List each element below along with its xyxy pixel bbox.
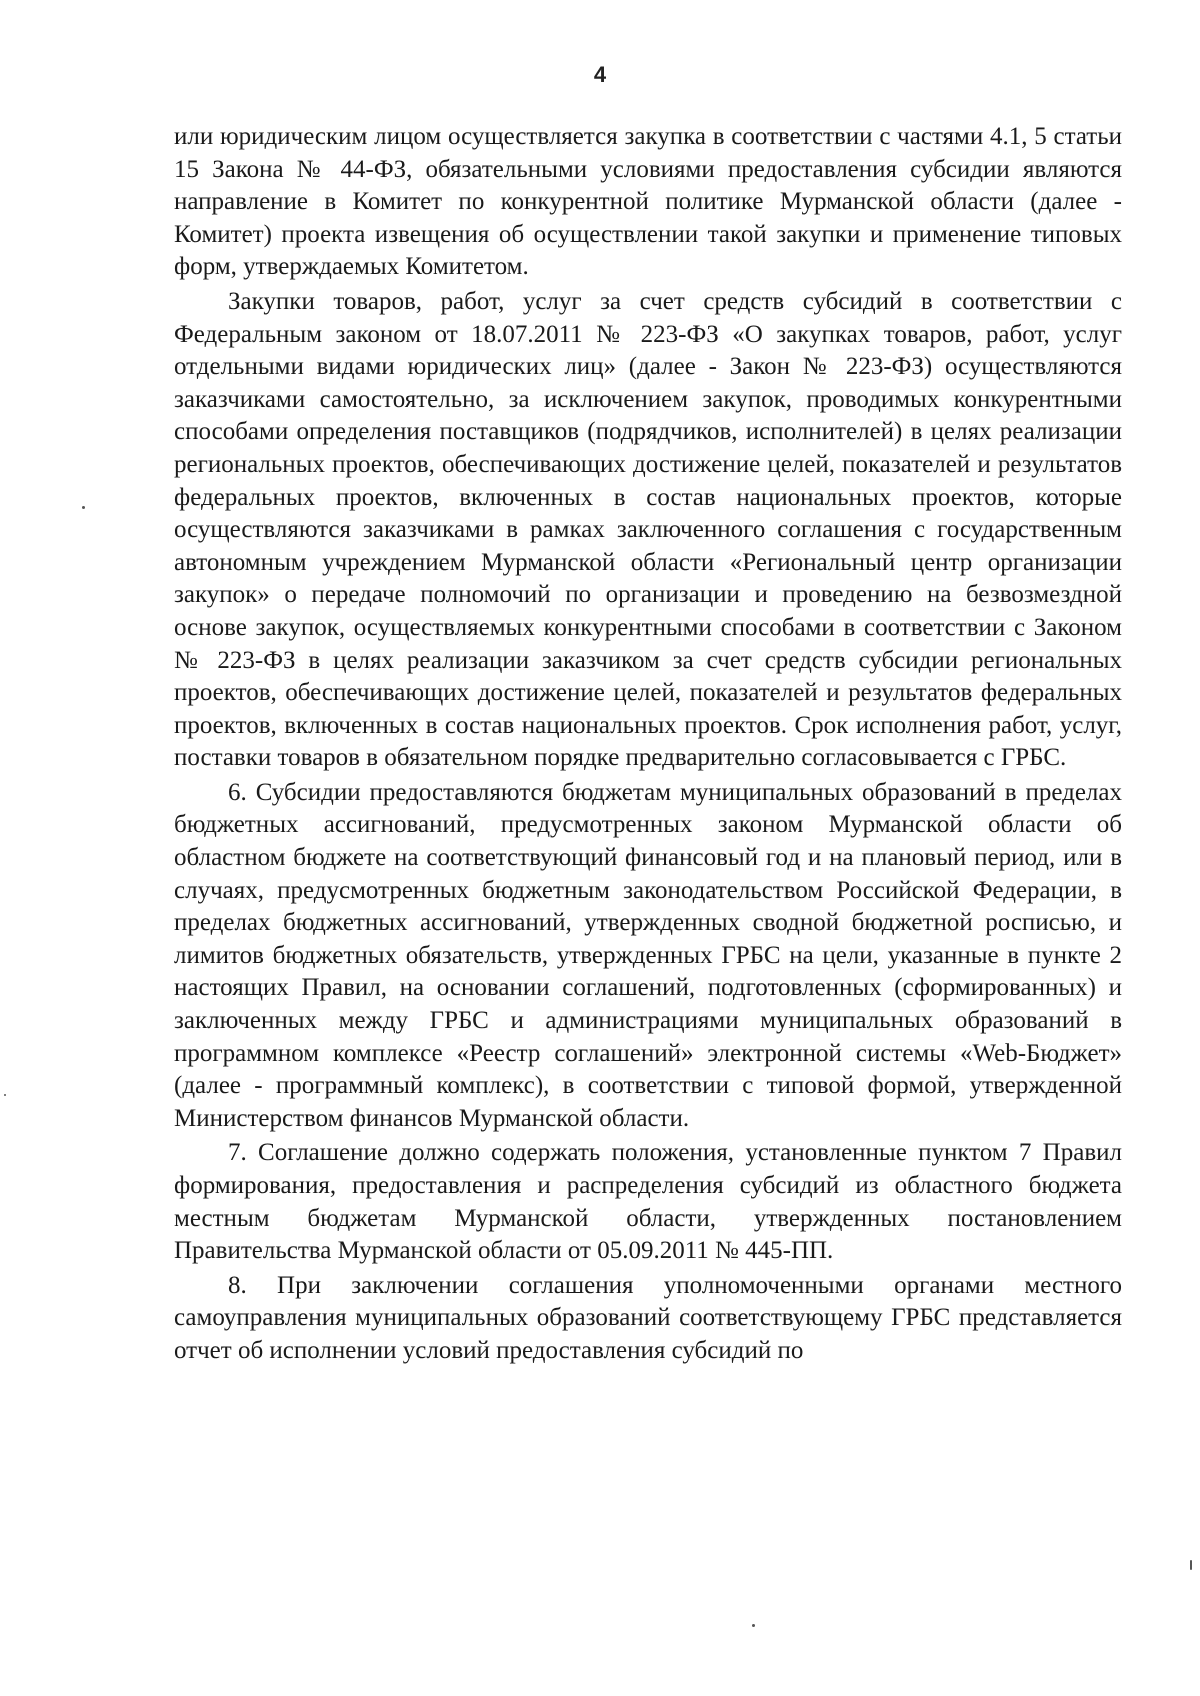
paragraph-item-6: 6. Субсидии предоставляются бюджетам муниципальных образований в пределах бюджетных ассигнований, предусмотренных законом Мурманской области об областном бюджете на соответствующий финансовый год и на плановый период, или в случаях, предусмотренных бюджетным законодательством Российской Федерации, в пределах бюджетных ассигнований, утвержденных сводной бюджетной росписью, и лимитов бюджетных обязательств, утвержденных ГРБС на цели, указанные в пункте 2 настоящих Правил, на основании соглашений, подготовленных (сформированных) и заключенных между ГРБС и администрациями муниципальных образований в программном комплексе «Реестр соглашений» электронной системы «Web-Бюджет» (далее - программный комплекс), в соответствии с типовой формой, утвержденной Министерством финансов Мурманской области. — [174, 778, 1122, 1132]
scan-speck — [752, 1624, 755, 1627]
scan-speck — [4, 1094, 6, 1096]
paragraph-item-7: 7. Соглашение должно содержать положения, установленные пунктом 7 Правил формирования, предоставления и распределения субсидий из областного бюджета местным бюджетам Мурманской области, утвержденных постановлением Правительства Мурманской области от 05.09.2011 № 445-ПП. — [174, 1139, 1122, 1265]
paragraph-item-8: 8. При заключении соглашения уполномоченными органами местного самоуправления муниципальных образований соответствующему ГРБС представляется отчет об исполнении условий предоставления субсидий по — [174, 1271, 1122, 1364]
paragraph-procurement-223fz: Закупки товаров, работ, услуг за счет средств субсидий в соответствии с Федеральным законом от 18.07.2011 № 223-ФЗ «О закупках товаров, работ, услуг отдельными видами юридических лиц» (далее - Закон № 223-ФЗ) осуществляются заказчиками самостоятельно, за исключением закупок, проводимых конкурентными способами определения поставщиков (подрядчиков, исполнителей) в целях реализации региональных проектов, обеспечивающих достижение целей, показателей и результатов федеральных проектов, включенных в состав национальных проектов, которые осуществляются заказчиками в рамках заключенного соглашения с государственным автономным учреждением Мурманской области «Региональный центр организации закупок» о передаче полномочий по организации и проведению на безвозмездной основе закупок, осуществляемых конкурентными способами в соответствии с Законом № 223-ФЗ в целях реализации заказчиком за счет средств субсидии региональных проектов, обеспечивающих достижение целей, показателей и результатов федеральных проектов, включенных в состав национальных проектов. Срок исполнения работ, услуг, поставки товаров в обязательном порядке предварительно согласовывается с ГРБС. — [174, 287, 1122, 772]
page-number: 4 — [593, 62, 607, 87]
scan-speck — [1190, 1560, 1192, 1570]
scan-speck — [82, 506, 85, 509]
document-body — [174, 121, 1122, 1370]
paragraph-continuation: или юридическим лицом осуществляется закупка в соответствии с частями 4.1, 5 статьи 15 Закона № 44-ФЗ, обязательными условиями предоставления субсидии являются направление в Комитет по конкурентной политике Мурманской области (далее - Комитет) проекта извещения об осуществлении такой закупки и применение типовых форм, утверждаемых Комитетом. — [174, 123, 1122, 281]
